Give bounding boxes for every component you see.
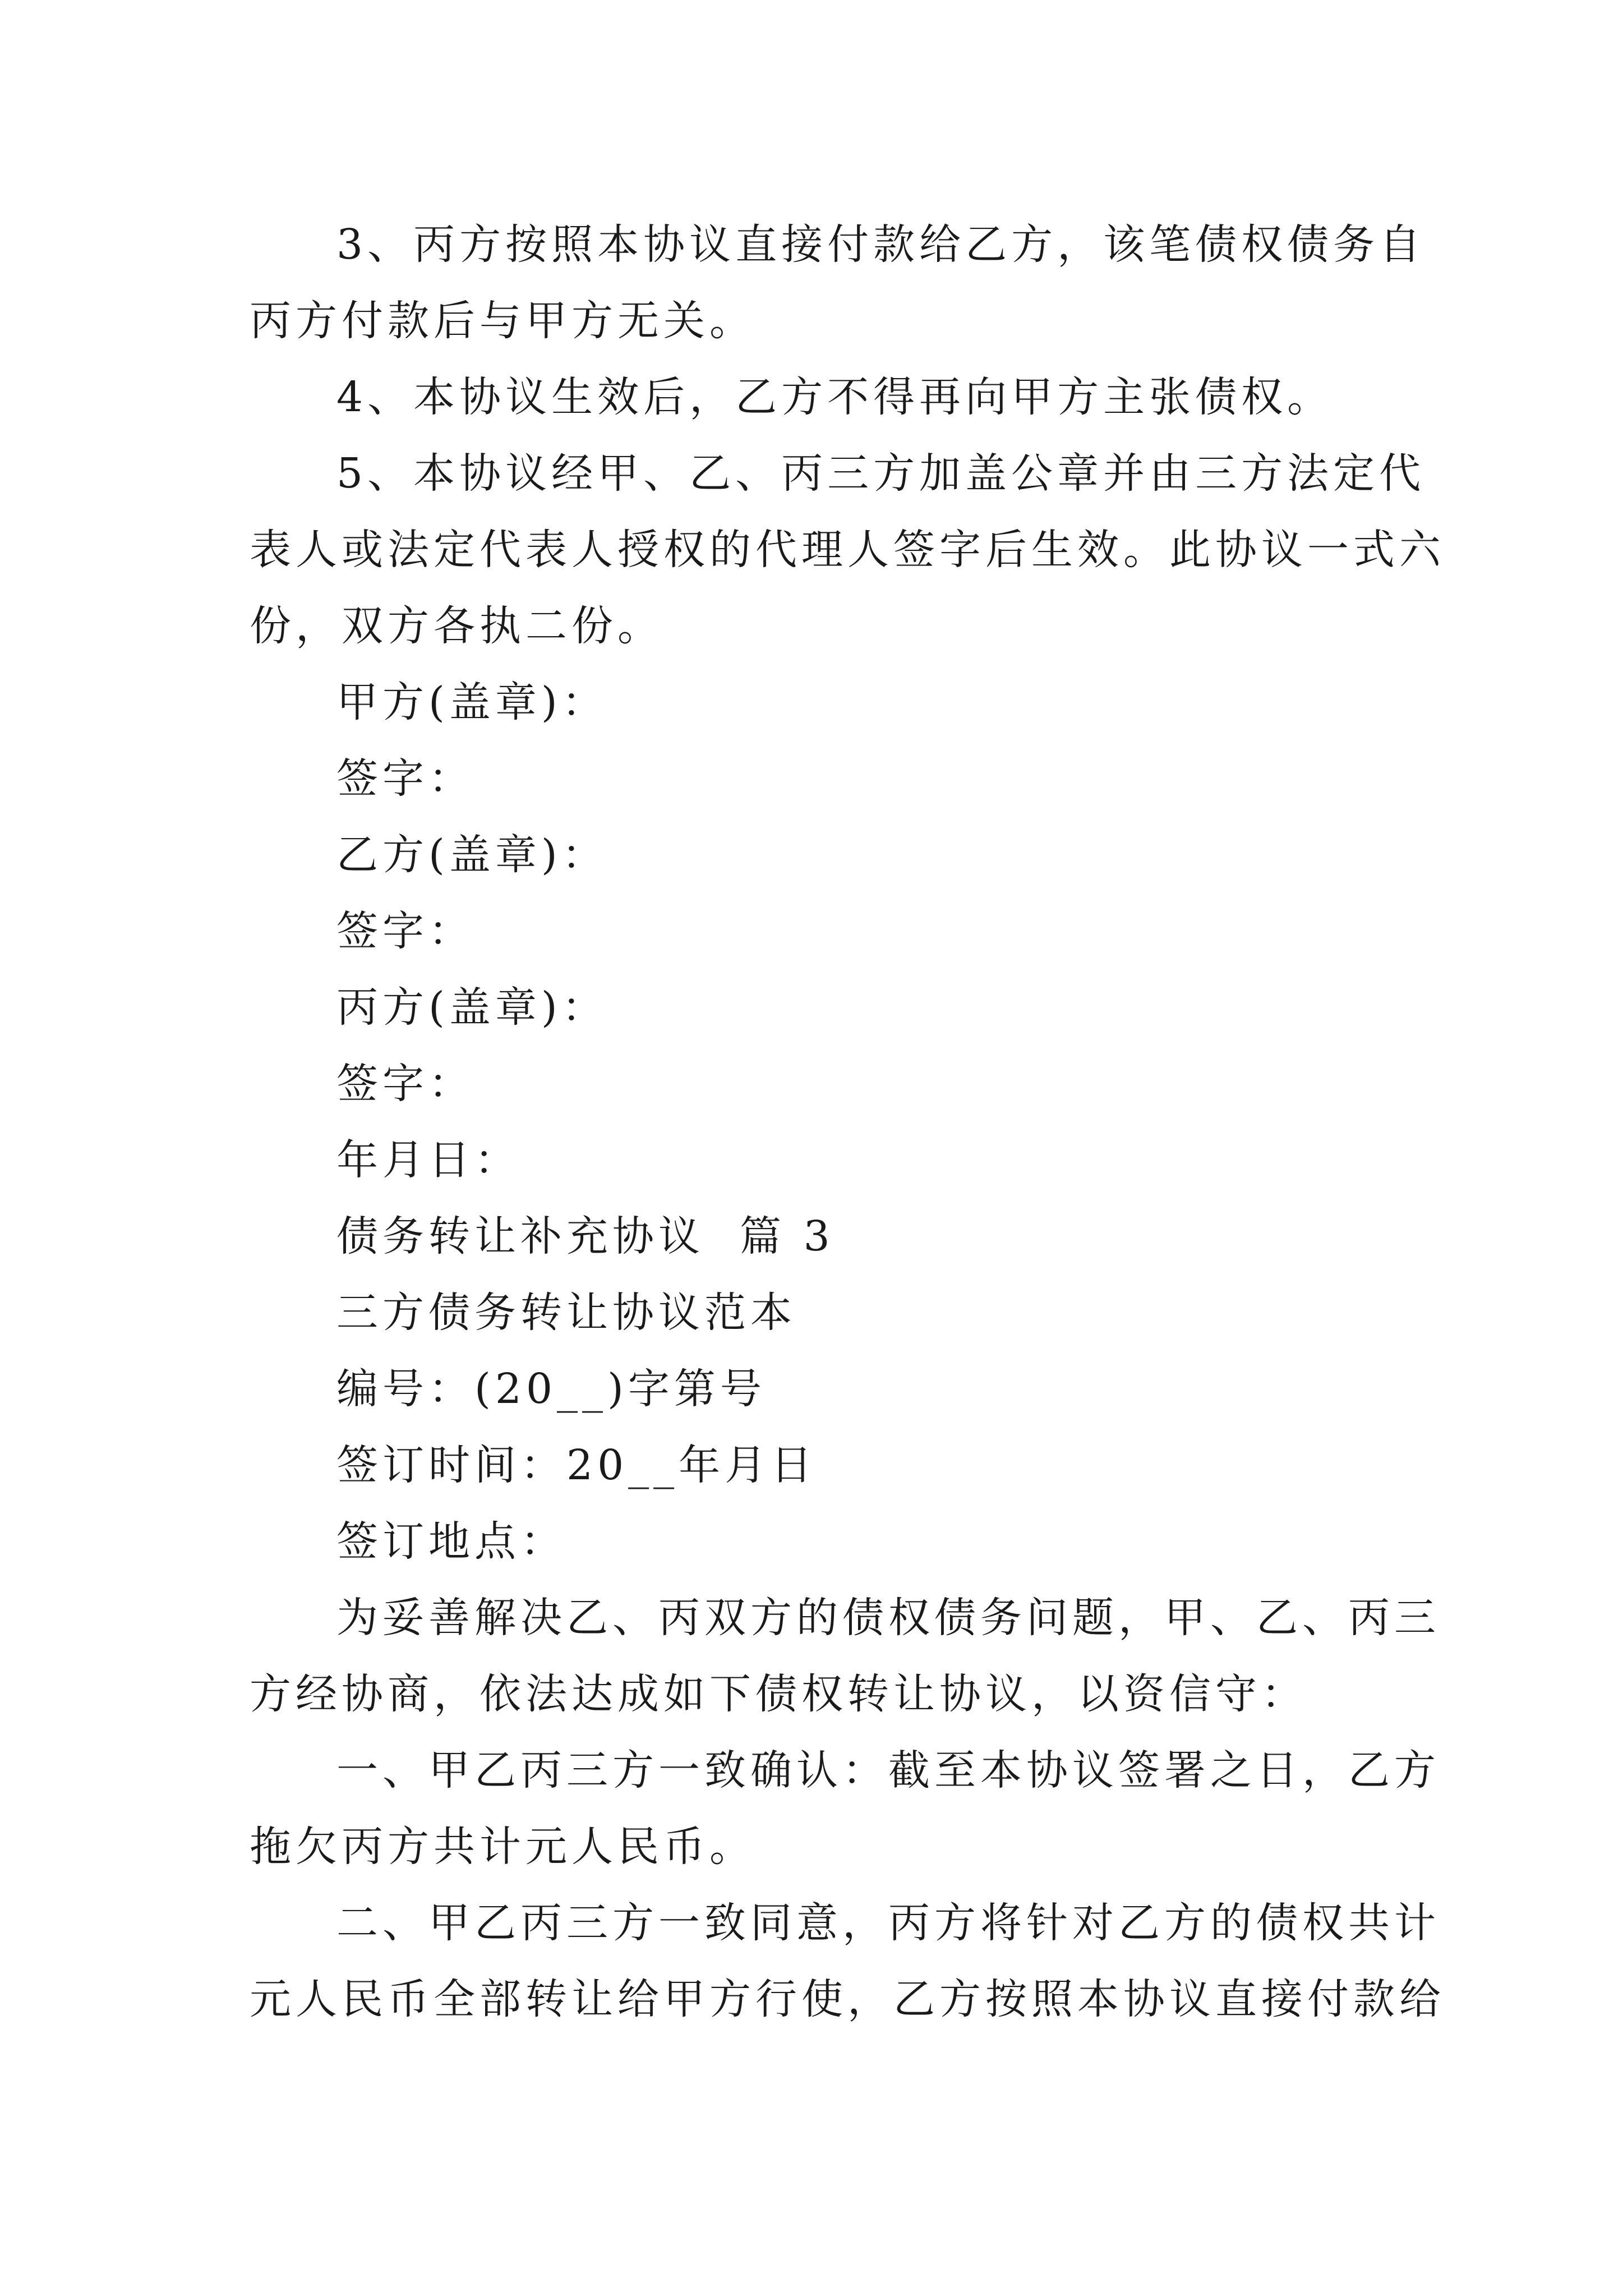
clause5-line-2: 表人或法定代表人授权的代理人签字后生效。此协议一式六	[250, 526, 1445, 574]
article-1-line-2: 拖欠丙方共计元人民币。	[250, 1823, 755, 1871]
article-2-line-1: 二、甲乙丙三方一致同意，丙方将针对乙方的债权共计	[336, 1899, 1440, 1947]
clause5-line-3: 份，双方各执二份。	[250, 602, 663, 650]
clause4-line-1: 4、本协议生效后，乙方不得再向甲方主张债权。	[336, 373, 1334, 421]
clause5-line-1: 5、本协议经甲、乙、丙三方加盖公章并由三方法定代	[336, 449, 1426, 498]
template-title: 三方债务转让协议范本	[336, 1289, 796, 1337]
article-2-line-2: 元人民币全部转让给甲方行使，乙方按照本协议直接付款给	[250, 1975, 1445, 2023]
section-heading: 债务转让补充协议 篇 3	[336, 1212, 834, 1260]
party-c-sign-line: 签字：	[336, 1060, 474, 1108]
sign-place-line: 签订地点：	[336, 1517, 566, 1566]
party-a-seal-line: 甲方(盖章)：	[336, 678, 608, 726]
party-c-seal-line: 丙方(盖章)：	[336, 983, 608, 1032]
preamble-line-1: 为妥善解决乙、丙双方的债权债务问题，甲、乙、丙三	[336, 1594, 1440, 1642]
clause3-line-2: 丙方付款后与甲方无关。	[250, 297, 755, 345]
clause3-line-1: 3、丙方按照本协议直接付款给乙方，该笔债权债务自	[336, 220, 1426, 269]
preamble-line-2: 方经协商，依法达成如下债权转让协议，以资信守：	[250, 1670, 1307, 1718]
date-line: 年月日：	[336, 1136, 520, 1184]
party-a-sign-line: 签字：	[336, 754, 474, 803]
party-b-sign-line: 签字：	[336, 907, 474, 955]
party-b-seal-line: 乙方(盖章)：	[336, 831, 608, 879]
number-line: 编号：(20__)字第号	[336, 1365, 766, 1413]
sign-time-line: 签订时间：20__年月日	[336, 1441, 817, 1489]
article-1-line-1: 一、甲乙丙三方一致确认：截至本协议签署之日，乙方	[336, 1746, 1440, 1795]
